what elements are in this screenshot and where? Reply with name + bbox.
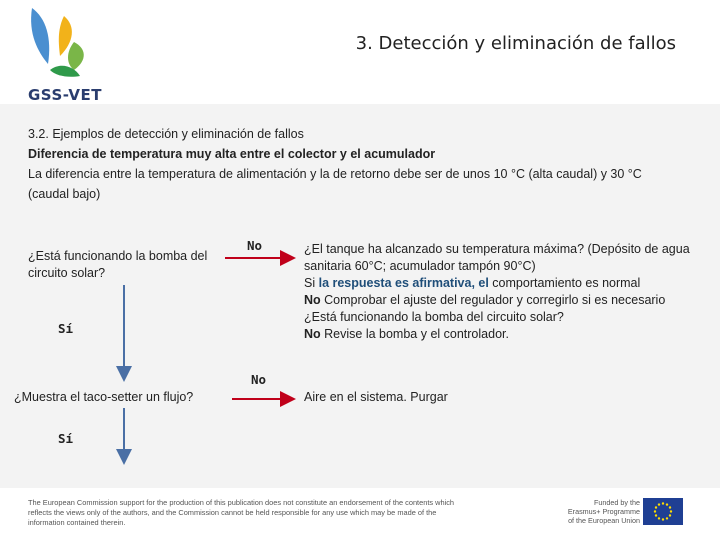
section-heading: 3.2. Ejemplos de detección y eliminación de fallos (28, 127, 304, 141)
page-title: 3. Detección y eliminación de fallos (355, 33, 676, 54)
answer-yes-normal: Si la respuesta es afirmativa, el comportamiento es normal (304, 276, 641, 290)
question-pump-running: ¿Está funcionando la bomba del circuito solar? (28, 249, 208, 280)
answer-block-1 (304, 241, 710, 343)
label-no-1: No (247, 238, 263, 253)
problem-description: La diferencia entre la temperatura de alimentación y la de retorno debe ser de unos 10 °C (alta caudal) y 30 °C (caudal bajo) (28, 167, 642, 201)
answer-pump-question: ¿Está funcionando la bomba del circuito solar? (304, 310, 564, 324)
disclaimer-text: The European Commission support for the production of this publication does not constitute an endorsement of the contents which reflects the views only of the authors, and the Commission cannot be held responsible for any use which may be made of the information contained therein. (28, 498, 455, 527)
eu-flag-icon (643, 498, 683, 525)
answer-air-purge: Aire en el sistema. Purgar (304, 390, 448, 404)
answer-no-regulator: No Comprobar el ajuste del regulador y corregirlo si es necesario (304, 293, 666, 307)
label-si-1: Sí (58, 321, 74, 336)
eu-funding-text: Funded by the Erasmus+ Programme of the European Union (567, 498, 640, 525)
logo-text: GSS-VET (28, 86, 102, 104)
label-si-2: Sí (58, 431, 74, 446)
question-flow-meter: ¿Muestra el taco-setter un flujo? (14, 390, 194, 404)
problem-title: Diferencia de temperatura muy alta entre el colector y el acumulador (28, 147, 436, 161)
label-no-2: No (251, 372, 267, 387)
answer-tank-question: ¿El tanque ha alcanzado su temperatura máxima? (Depósito de agua sanitaria 60°C; acumulador tampón 90°C) (304, 242, 690, 273)
answer-no-check-pump: No Revise la bomba y el controlador. (304, 327, 509, 341)
